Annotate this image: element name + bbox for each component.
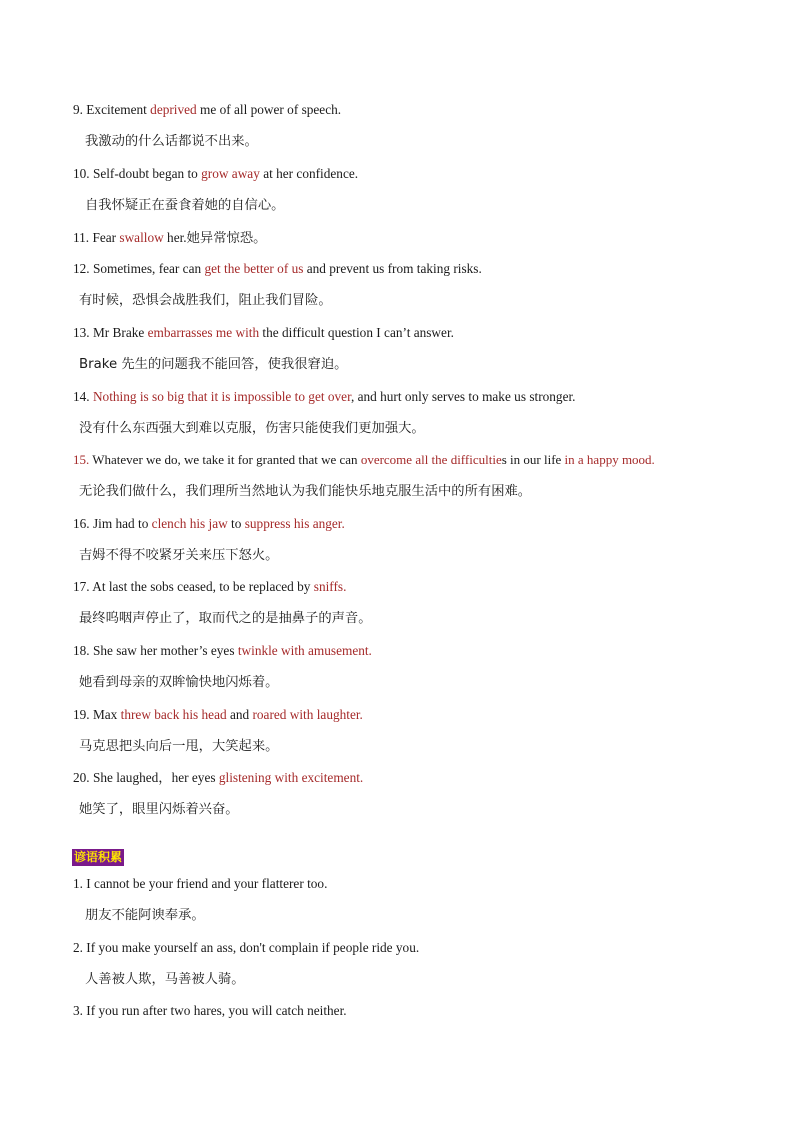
text-segment: 9. Excitement xyxy=(73,102,151,117)
text-segment: , and hurt only serves to make us stronger. xyxy=(350,389,576,404)
text-segment: 17. At last the sobs ceased, to be replaced by xyxy=(73,579,314,594)
sentence-15-zh: 无论我们做什么，我们理所当然地认为我们能快乐地克服生活中的所有困难。 xyxy=(79,484,532,499)
sentence-12-en xyxy=(73,260,482,278)
highlight-segment: sniffs. xyxy=(313,579,347,594)
sentence-16-zh: 吉姆不得不咬紧牙关来压下怒火。 xyxy=(79,548,279,563)
proverb-2-en: 2. If you make yourself an ass, don't complain if people ride you. xyxy=(73,940,420,955)
sentence-19-en xyxy=(73,706,363,724)
text-segment: at her confidence. xyxy=(259,166,359,181)
highlight-segment: get the better of us xyxy=(204,261,304,276)
text-segment: and xyxy=(226,707,253,722)
text-segment: s in our life xyxy=(501,452,565,467)
inline-translation: 她异常惊恐。 xyxy=(186,231,267,246)
sentence-14-zh: 没有什么东西强大到难以克服，伤害只能使我们更加强大。 xyxy=(79,421,425,436)
highlight-segment: suppress his anger. xyxy=(244,516,345,531)
section-badge-proverbs: 谚语积累 xyxy=(74,850,123,864)
text-segment: 19. Max xyxy=(73,707,121,722)
highlight-segment: glistening with excitement. xyxy=(218,770,364,785)
text-segment: 11. Fear xyxy=(73,230,120,245)
sentence-10-en xyxy=(73,165,358,183)
highlight-segment: twinkle with amusement. xyxy=(237,643,372,658)
text-segment: the difficult question I can’t answer. xyxy=(259,325,454,340)
sentence-16-en xyxy=(73,515,345,533)
proverb-1-en: 1. I cannot be your friend and your flatterer too. xyxy=(73,876,328,891)
sentence-20-zh: 她笑了，眼里闪烁着兴奋。 xyxy=(79,802,239,817)
text-segment: me of all power of speech. xyxy=(196,102,342,117)
text-segment: 10. Self-doubt began to xyxy=(73,166,202,181)
text-segment: to xyxy=(227,516,245,531)
text-segment: 12. Sometimes, fear can xyxy=(73,261,205,276)
text-segment: and prevent us from taking risks. xyxy=(303,261,482,276)
highlight-segment: clench his jaw xyxy=(151,516,228,531)
proverb-1-zh: 朋友不能阿谀奉承。 xyxy=(85,908,205,923)
sentence-9-zh: 我激动的什么话都说不出来。 xyxy=(85,134,258,149)
sentence-18-zh: 她看到母亲的双眸愉快地闪烁着。 xyxy=(79,675,279,690)
sentence-13-zh: Brake 先生的问题我不能回答，使我很窘迫。 xyxy=(79,357,348,372)
text-segment: her. xyxy=(163,230,187,245)
sentence-17-en xyxy=(73,578,346,596)
highlight-segment: Nothing is so big that it is impossible to get over xyxy=(92,389,351,404)
highlight-segment: in a happy mood. xyxy=(564,452,655,467)
sentence-19-zh: 马克思把头向后一甩，大笑起来。 xyxy=(79,739,279,754)
sentence-18-en xyxy=(73,642,372,660)
text-segment: 14. xyxy=(73,389,93,404)
proverb-2-zh: 人善被人欺，马善被人骑。 xyxy=(85,972,245,987)
highlight-segment: 15. xyxy=(73,452,90,467)
sentence-10-zh: 自我怀疑正在蚕食着她的自信心。 xyxy=(85,198,285,213)
sentence-9-en xyxy=(73,101,341,119)
highlight-segment: deprived xyxy=(150,102,197,117)
proverb-3-en: 3. If you run after two hares, you will catch neither. xyxy=(73,1003,347,1018)
sentence-12-zh: 有时候，恐惧会战胜我们，阻止我们冒险。 xyxy=(79,293,332,308)
sentence-11 xyxy=(73,229,266,248)
text-segment: 13. Mr Brake xyxy=(73,325,148,340)
highlight-segment: grow away xyxy=(201,166,260,181)
text-segment: 20. She laughed，her eyes xyxy=(73,770,219,785)
highlight-segment: overcome all the difficultie xyxy=(360,452,502,467)
sentence-20-en xyxy=(73,769,363,787)
text-segment: 16. Jim had to xyxy=(73,516,152,531)
highlight-segment: swallow xyxy=(119,230,164,245)
sentence-15-en xyxy=(73,451,655,469)
sentence-13-en xyxy=(73,324,454,342)
text-segment: Whatever we do, we take it for granted that we can xyxy=(89,452,361,467)
text-segment: 18. She saw her mother’s eyes xyxy=(73,643,238,658)
highlight-segment: threw back his head xyxy=(120,707,227,722)
highlight-segment: roared with laughter. xyxy=(252,707,363,722)
sentence-14-en xyxy=(73,388,576,406)
highlight-segment: embarrasses me with xyxy=(147,325,260,340)
sentence-17-zh: 最终呜咽声停止了，取而代之的是抽鼻子的声音。 xyxy=(79,611,372,626)
